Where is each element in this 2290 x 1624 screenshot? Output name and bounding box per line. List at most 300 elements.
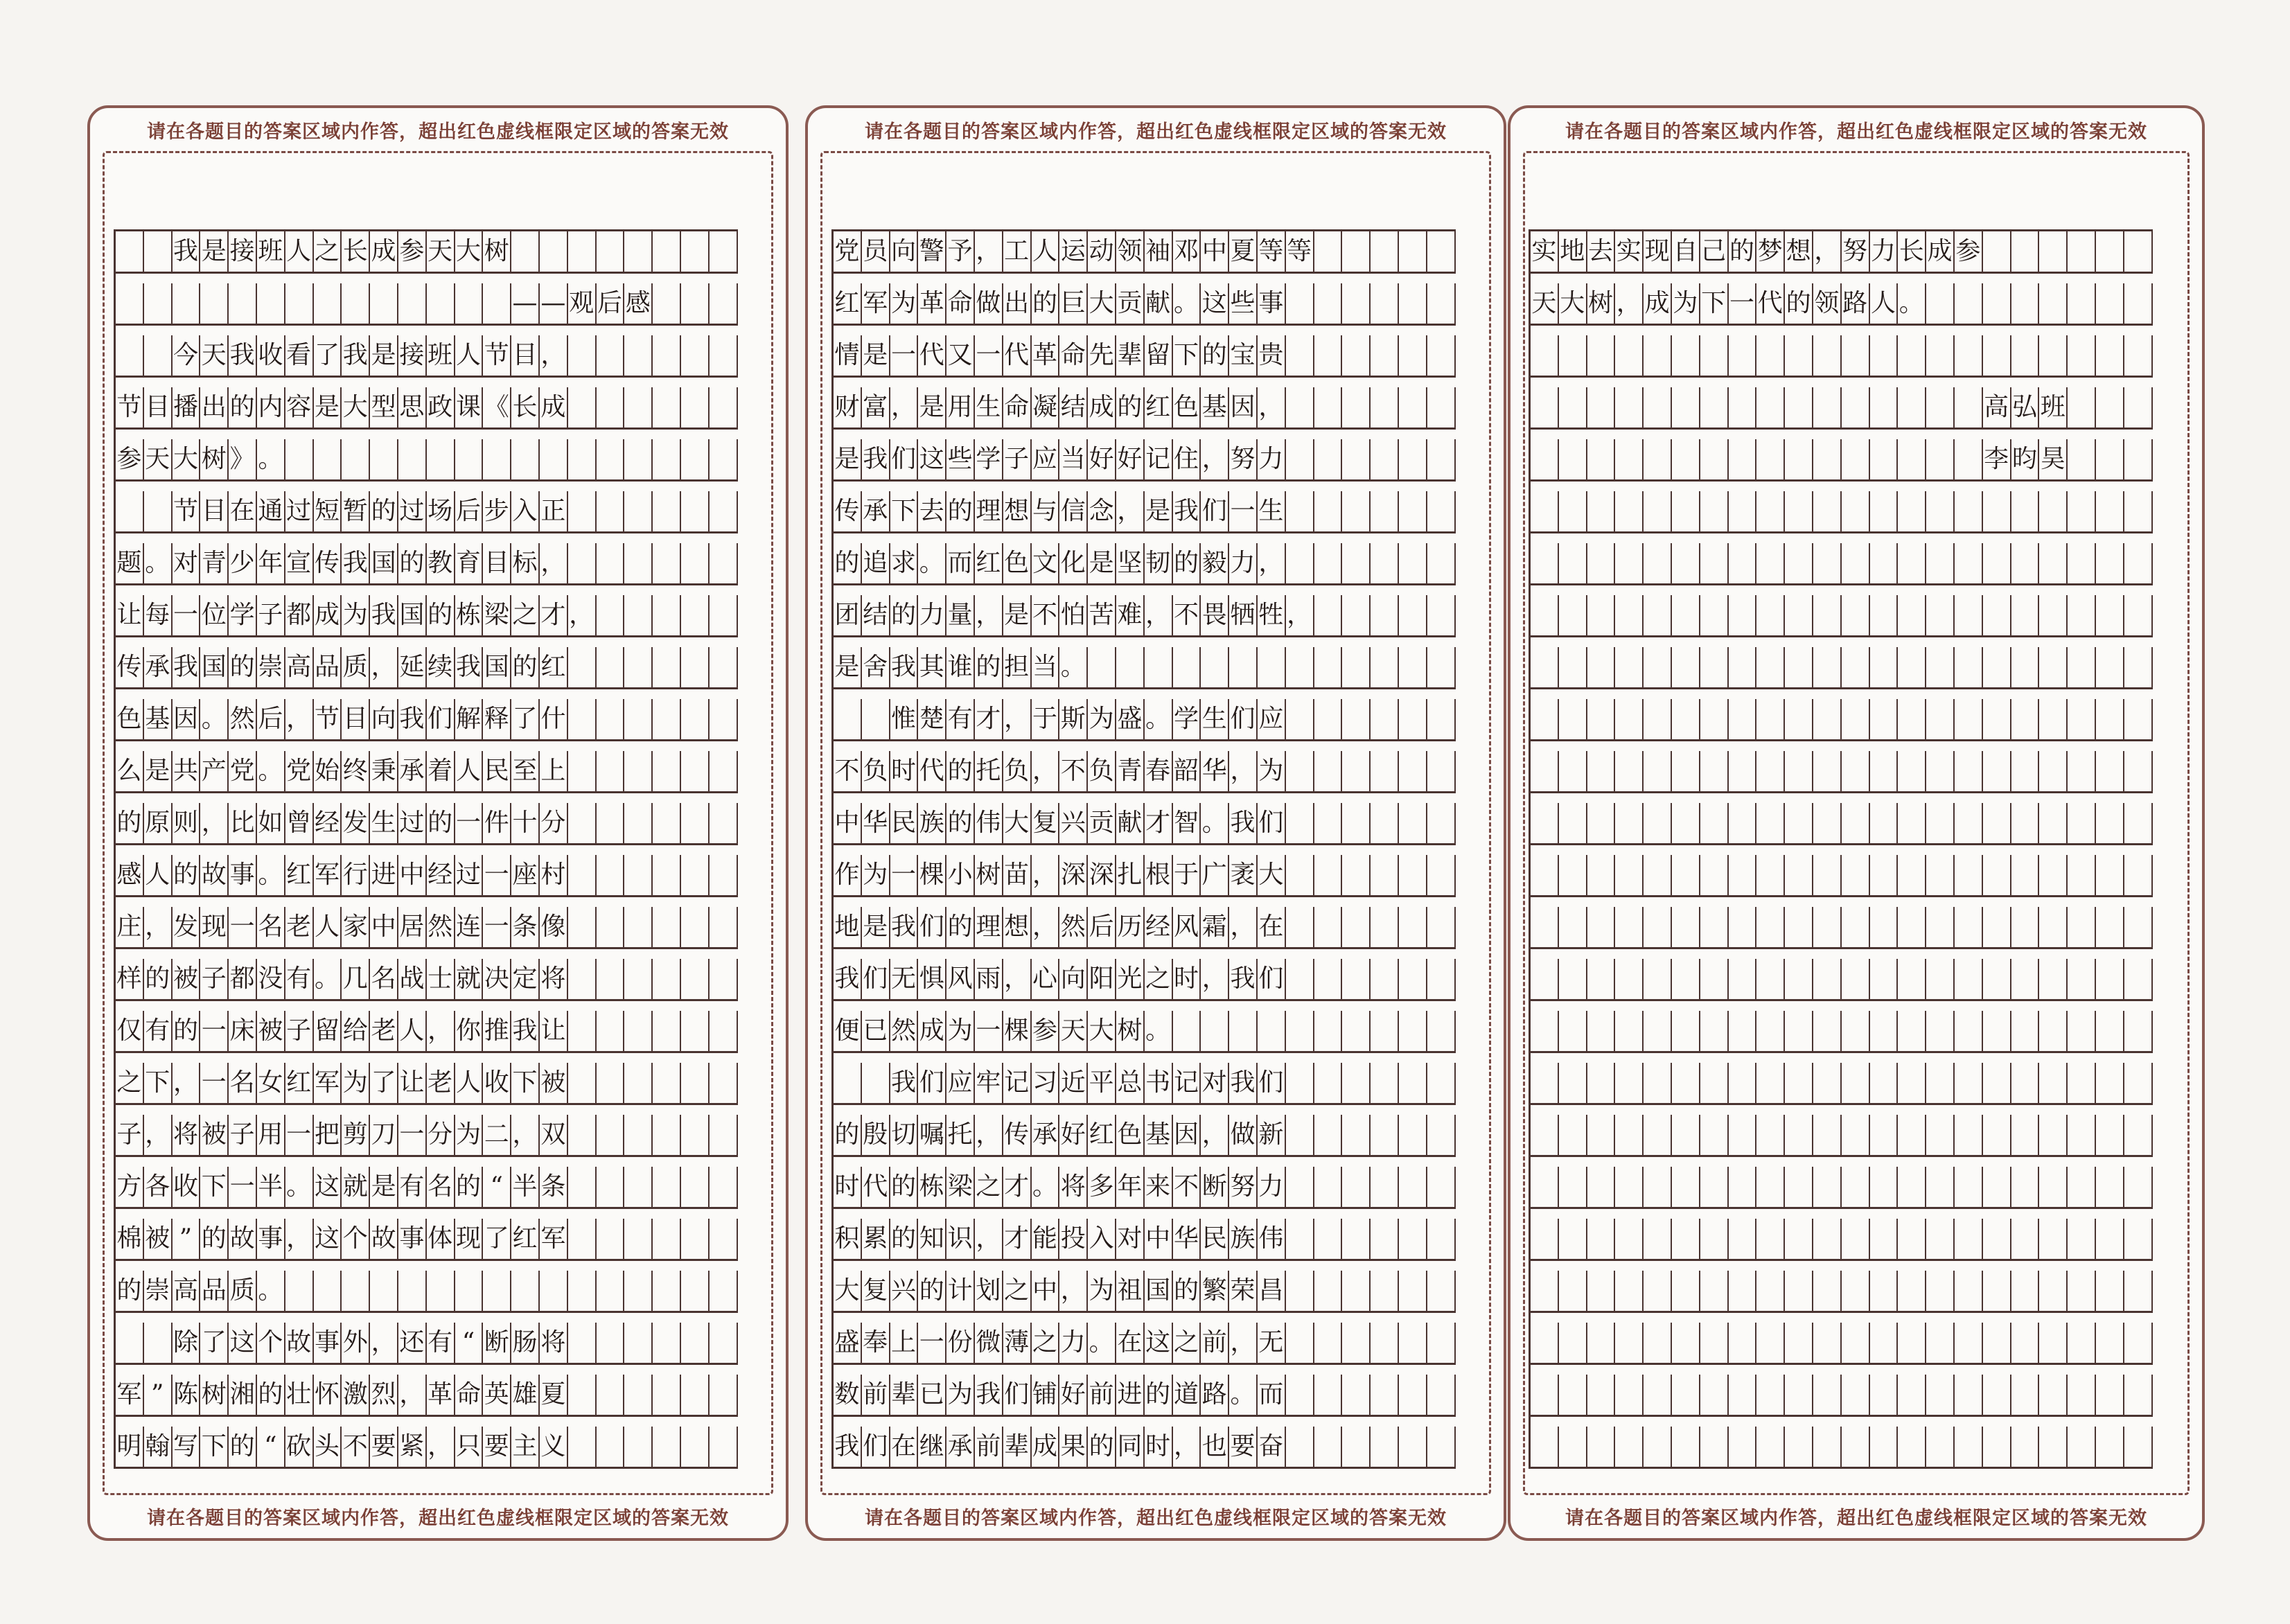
- grid-cell: ，: [568, 595, 597, 635]
- grid-cell: 己: [1700, 231, 1729, 272]
- grid-cell: [2039, 595, 2068, 635]
- grid-cell: [597, 855, 625, 895]
- grid-cell: 其: [918, 647, 946, 687]
- grid-cell: 一: [975, 335, 1003, 376]
- grid-cell: 的: [257, 1375, 285, 1415]
- grid-cell: [1729, 803, 1757, 843]
- grid-cell: 陈: [173, 1375, 201, 1415]
- grid-cell: 发: [173, 907, 201, 947]
- grid-cell: 计: [946, 1271, 975, 1311]
- grid-cell: [455, 1271, 484, 1311]
- grid-cell: [144, 335, 173, 376]
- grid-cell: 一: [200, 1011, 229, 1051]
- grid-cell: 主: [511, 1427, 540, 1467]
- grid-cell: 知: [918, 1219, 946, 1259]
- grid-cell: 一: [173, 595, 201, 635]
- grid-cell: [1926, 699, 1955, 739]
- grid-cell: 之: [511, 595, 540, 635]
- grid-cell: 为: [1258, 751, 1286, 791]
- grid-row: [1531, 439, 2153, 482]
- grid-cell: [1700, 1219, 1729, 1259]
- grid-cell: 族: [918, 803, 946, 843]
- grid-cell: [1813, 1167, 1842, 1207]
- grid-cell: [2068, 387, 2096, 427]
- grid-cell: 雄: [511, 1375, 540, 1415]
- grid-cell: [1955, 1271, 1983, 1311]
- grid-cell: ，: [1116, 491, 1145, 531]
- grid-cell: 中: [398, 855, 427, 895]
- grid-row: [116, 751, 738, 793]
- grid-cell: [1427, 1011, 1456, 1051]
- grid-cell: [1672, 1011, 1700, 1051]
- grid-cell: [2039, 1427, 2068, 1467]
- grid-cell: 下: [200, 1167, 229, 1207]
- grid-cell: [455, 283, 484, 324]
- grid-cell: [1813, 439, 1842, 479]
- grid-cell: [1983, 335, 2011, 376]
- grid-cell: ，: [975, 595, 1003, 635]
- grid-cell: [1559, 1115, 1587, 1155]
- grid-cell: 。: [257, 855, 285, 895]
- grid-cell: 动: [1088, 231, 1116, 272]
- grid-cell: [1729, 855, 1757, 895]
- grid-cell: [1531, 1271, 1559, 1311]
- grid-row: [116, 699, 738, 741]
- grid-cell: [1756, 1427, 1785, 1467]
- grid-cell: [200, 283, 229, 324]
- grid-cell: [1842, 1063, 1870, 1103]
- grid-cell: [2011, 1271, 2040, 1311]
- grid-cell: [1983, 751, 2011, 791]
- grid-cell: 牢: [975, 1063, 1003, 1103]
- grid-cell: 崇: [144, 1271, 173, 1311]
- grid-cell: 收: [173, 1167, 201, 1207]
- grid-cell: 事: [229, 855, 257, 895]
- grid-cell: 革: [918, 283, 946, 324]
- grid-cell: 。: [1032, 1167, 1060, 1207]
- grid-cell: 命: [946, 283, 975, 324]
- grid-cell: 财: [834, 387, 862, 427]
- grid-cell: 村: [540, 855, 568, 895]
- grid-cell: [1729, 1011, 1757, 1051]
- grid-cell: [2011, 1375, 2040, 1415]
- grid-cell: [568, 1219, 597, 1259]
- grid-cell: 们: [918, 1063, 946, 1103]
- grid-cell: [1785, 1271, 1813, 1311]
- grid-cell: [1531, 907, 1559, 947]
- grid-cell: 的: [946, 751, 975, 791]
- grid-cell: [398, 283, 427, 324]
- grid-cell: 才: [975, 699, 1003, 739]
- grid-cell: [2068, 1427, 2096, 1467]
- grid-cell: [1983, 699, 2011, 739]
- grid-cell: 红: [1088, 1115, 1116, 1155]
- grid-cell: 体: [427, 1219, 455, 1259]
- grid-cell: [1644, 1219, 1672, 1259]
- grid-cell: [597, 1167, 625, 1207]
- grid-row: [834, 1063, 1456, 1105]
- grid-cell: 民: [890, 803, 919, 843]
- grid-cell: [1342, 1271, 1371, 1311]
- grid-cell: 学: [229, 595, 257, 635]
- grid-cell: 做: [1229, 1115, 1258, 1155]
- grid-cell: [144, 231, 173, 272]
- grid-cell: [1399, 1011, 1427, 1051]
- grid-cell: 深: [1059, 855, 1088, 895]
- grid-cell: [624, 335, 653, 376]
- grid-cell: 正: [540, 491, 568, 531]
- grid-cell: 道: [1173, 1375, 1201, 1415]
- grid-cell: [1785, 595, 1813, 635]
- grid-cell: [2011, 1427, 2040, 1467]
- grid-cell: [1926, 1115, 1955, 1155]
- grid-cell: [1615, 387, 1644, 427]
- grid-cell: [1314, 1167, 1343, 1207]
- grid-cell: 是: [1088, 543, 1116, 583]
- grid-cell: [1756, 595, 1785, 635]
- grid-cell: [1898, 1427, 1926, 1467]
- grid-cell: 红: [1145, 387, 1173, 427]
- grid-row: [116, 959, 738, 1001]
- grid-cell: 延: [398, 647, 427, 687]
- grid-cell: [2011, 1323, 2040, 1363]
- grid-cell: 树: [483, 231, 511, 272]
- grid-cell: 复: [862, 1271, 890, 1311]
- grid-cell: [1870, 907, 1899, 947]
- grid-cell: [681, 491, 710, 531]
- grid-cell: 的: [1729, 231, 1757, 272]
- grid-cell: 路: [1201, 1375, 1229, 1415]
- grid-cell: 接: [229, 231, 257, 272]
- grid-cell: 多: [1088, 1167, 1116, 1207]
- grid-cell: 老: [285, 907, 314, 947]
- grid-cell: 的: [1088, 1427, 1116, 1467]
- writing-grid: [831, 229, 1456, 1469]
- grid-row: [834, 595, 1456, 637]
- grid-cell: [483, 1271, 511, 1311]
- grid-cell: 棵: [1003, 1011, 1032, 1051]
- grid-cell: 红: [285, 855, 314, 895]
- grid-cell: [1314, 647, 1343, 687]
- grid-cell: 作: [834, 855, 862, 895]
- grid-cell: [653, 1115, 681, 1155]
- grid-cell: [2011, 751, 2040, 791]
- grid-cell: 庄: [116, 907, 144, 947]
- answer-panel-1: [87, 105, 789, 1541]
- grid-cell: [1756, 387, 1785, 427]
- grid-cell: [1559, 1063, 1587, 1103]
- grid-cell: 英: [483, 1375, 511, 1415]
- grid-cell: 是: [834, 439, 862, 479]
- grid-cell: [1898, 803, 1926, 843]
- grid-cell: [1955, 959, 1983, 999]
- grid-cell: [1955, 491, 1983, 531]
- grid-cell: [116, 491, 144, 531]
- grid-cell: 课: [455, 387, 484, 427]
- grid-cell: [568, 855, 597, 895]
- grid-cell: 对: [173, 543, 201, 583]
- grid-cell: 标: [511, 543, 540, 583]
- grid-cell: [568, 439, 597, 479]
- grid-cell: [2096, 491, 2124, 531]
- grid-cell: [511, 1271, 540, 1311]
- grid-cell: 天: [1059, 1011, 1088, 1051]
- grid-cell: [1729, 595, 1757, 635]
- grid-cell: [1898, 387, 1926, 427]
- grid-cell: 收: [483, 1063, 511, 1103]
- grid-cell: [624, 1219, 653, 1259]
- grid-cell: [1870, 543, 1899, 583]
- grid-cell: [2096, 231, 2124, 272]
- grid-cell: [1842, 907, 1870, 947]
- grid-cell: 的: [200, 1219, 229, 1259]
- grid-cell: 方: [116, 1167, 144, 1207]
- grid-cell: [2124, 647, 2153, 687]
- grid-cell: [1870, 1011, 1899, 1051]
- grid-cell: 们: [918, 907, 946, 947]
- grid-cell: 终: [342, 751, 370, 791]
- grid-cell: 今: [173, 335, 201, 376]
- grid-cell: 班: [257, 231, 285, 272]
- grid-cell: [1587, 1011, 1616, 1051]
- grid-cell: [1898, 335, 1926, 376]
- grid-cell: [1286, 751, 1314, 791]
- grid-cell: 我: [342, 335, 370, 376]
- grid-cell: [2096, 1115, 2124, 1155]
- grid-cell: 观: [568, 283, 597, 324]
- grid-cell: [1427, 855, 1456, 895]
- answer-panel-3: [1508, 105, 2205, 1541]
- grid-cell: 成: [1088, 387, 1116, 427]
- grid-cell: [1785, 855, 1813, 895]
- grid-cell: [1672, 855, 1700, 895]
- grid-cell: 原: [144, 803, 173, 843]
- grid-cell: [2124, 1375, 2153, 1415]
- grid-cell: [1314, 855, 1343, 895]
- grid-cell: 阳: [1088, 959, 1116, 999]
- grid-cell: 承: [398, 751, 427, 791]
- grid-cell: [540, 1271, 568, 1311]
- grid-cell: [1342, 699, 1371, 739]
- grid-cell: ，: [1201, 1115, 1229, 1155]
- grid-cell: 这: [1201, 283, 1229, 324]
- grid-cell: [1286, 543, 1314, 583]
- grid-cell: [1399, 491, 1427, 531]
- grid-cell: [1587, 1115, 1616, 1155]
- grid-cell: 苗: [1003, 855, 1032, 895]
- grid-cell: 担: [1003, 647, 1032, 687]
- grid-cell: ，: [1229, 907, 1258, 947]
- grid-cell: [597, 803, 625, 843]
- grid-cell: ，: [1615, 283, 1644, 324]
- grid-cell: 斯: [1059, 699, 1088, 739]
- grid-cell: [1399, 855, 1427, 895]
- grid-cell: 军: [314, 855, 342, 895]
- grid-cell: 继: [918, 1427, 946, 1467]
- grid-cell: [597, 595, 625, 635]
- grid-cell: [681, 1271, 710, 1311]
- grid-row: [116, 1323, 738, 1365]
- grid-cell: [1729, 1427, 1757, 1467]
- grid-cell: [1644, 907, 1672, 947]
- grid-cell: [597, 959, 625, 999]
- grid-row: [834, 959, 1456, 1001]
- grid-cell: [653, 647, 681, 687]
- grid-cell: 树: [200, 1375, 229, 1415]
- grid-cell: [2011, 595, 2040, 635]
- grid-cell: [1587, 855, 1616, 895]
- grid-cell: 记: [1145, 439, 1173, 479]
- grid-cell: 头: [314, 1427, 342, 1467]
- grid-cell: 条: [511, 907, 540, 947]
- grid-cell: 留: [1145, 335, 1173, 376]
- grid-cell: [1955, 803, 1983, 843]
- grid-cell: 的: [370, 491, 398, 531]
- grid-cell: [1587, 1271, 1616, 1311]
- grid-cell: [1842, 491, 1870, 531]
- grid-cell: 一: [890, 335, 919, 376]
- grid-cell: 后: [597, 283, 625, 324]
- grid-cell: [1615, 647, 1644, 687]
- grid-cell: 中: [1201, 231, 1229, 272]
- grid-cell: [2039, 335, 2068, 376]
- grid-cell: [1955, 1011, 1983, 1051]
- grid-cell: 出: [1003, 283, 1032, 324]
- grid-cell: [2011, 231, 2040, 272]
- grid-cell: [568, 1115, 597, 1155]
- grid-cell: 色: [1003, 543, 1032, 583]
- grid-cell: [1926, 1219, 1955, 1259]
- grid-cell: 人: [455, 1063, 484, 1103]
- grid-cell: 些: [1229, 283, 1258, 324]
- grid-cell: [1371, 907, 1399, 947]
- grid-cell: [2096, 803, 2124, 843]
- grid-cell: [1371, 855, 1399, 895]
- grid-cell: [144, 1323, 173, 1363]
- grid-cell: 老: [427, 1063, 455, 1103]
- grid-cell: [1842, 543, 1870, 583]
- grid-cell: [1559, 335, 1587, 376]
- grid-cell: 的: [455, 1167, 484, 1207]
- grid-cell: [1756, 1219, 1785, 1259]
- grid-cell: 已: [862, 1011, 890, 1051]
- grid-cell: [1870, 803, 1899, 843]
- grid-cell: 广: [1201, 855, 1229, 895]
- grid-cell: 累: [862, 1219, 890, 1259]
- grid-cell: 出: [200, 387, 229, 427]
- grid-cell: 代: [862, 1167, 890, 1207]
- grid-cell: [2068, 1219, 2096, 1259]
- grid-cell: [624, 1167, 653, 1207]
- grid-cell: 扎: [1116, 855, 1145, 895]
- grid-cell: 军: [314, 1063, 342, 1103]
- grid-cell: 工: [1003, 231, 1032, 272]
- grid-cell: [1531, 1219, 1559, 1259]
- grid-cell: [1983, 1219, 2011, 1259]
- grid-cell: [624, 1011, 653, 1051]
- grid-cell: [2096, 855, 2124, 895]
- grid-cell: 容: [285, 387, 314, 427]
- grid-cell: 人: [314, 907, 342, 947]
- grid-cell: [1756, 1375, 1785, 1415]
- grid-cell: [1399, 803, 1427, 843]
- grid-cell: 后: [257, 699, 285, 739]
- grid-cell: 的: [116, 803, 144, 843]
- grid-cell: [1983, 1323, 2011, 1363]
- grid-cell: [1983, 231, 2011, 272]
- grid-cell: [1870, 647, 1899, 687]
- grid-cell: 我: [173, 231, 201, 272]
- grid-cell: [1926, 387, 1955, 427]
- grid-row: [1531, 1063, 2153, 1105]
- grid-cell: [1926, 595, 1955, 635]
- grid-cell: [1898, 907, 1926, 947]
- grid-cell: 入: [511, 491, 540, 531]
- grid-cell: 故: [229, 1219, 257, 1259]
- grid-row: [1531, 335, 2153, 378]
- grid-cell: 宣: [285, 543, 314, 583]
- grid-cell: 领: [1116, 231, 1145, 272]
- grid-cell: 留: [314, 1011, 342, 1051]
- grid-cell: 的: [229, 1427, 257, 1467]
- grid-cell: [1926, 1375, 1955, 1415]
- grid-cell: [1955, 283, 1983, 324]
- grid-cell: 对: [1201, 1063, 1229, 1103]
- grid-cell: [1342, 1219, 1371, 1259]
- grid-cell: 什: [540, 699, 568, 739]
- grid-cell: [1342, 855, 1371, 895]
- grid-cell: [1756, 1063, 1785, 1103]
- grid-cell: [1729, 1323, 1757, 1363]
- grid-cell: [2124, 907, 2153, 947]
- grid-cell: [834, 699, 862, 739]
- grid-row: [834, 699, 1456, 741]
- grid-cell: 长: [342, 231, 370, 272]
- grid-cell: 床: [229, 1011, 257, 1051]
- grid-cell: 解: [455, 699, 484, 739]
- grid-cell: [1559, 647, 1587, 687]
- grid-cell: [1842, 1167, 1870, 1207]
- grid-cell: [1201, 1011, 1229, 1051]
- grid-cell: 目: [511, 335, 540, 376]
- grid-cell: [2096, 1063, 2124, 1103]
- grid-cell: [2096, 335, 2124, 376]
- grid-cell: [1729, 335, 1757, 376]
- grid-cell: 座: [511, 855, 540, 895]
- grid-cell: [2096, 439, 2124, 479]
- grid-cell: [427, 439, 455, 479]
- grid-cell: 位: [200, 595, 229, 635]
- grid-cell: 革: [427, 1375, 455, 1415]
- grid-cell: [1870, 387, 1899, 427]
- grid-cell: [1286, 439, 1314, 479]
- grid-cell: [568, 1167, 597, 1207]
- grid-cell: 就: [455, 959, 484, 999]
- grid-cell: [681, 959, 710, 999]
- grid-cell: [1286, 855, 1314, 895]
- grid-cell: 于: [1032, 699, 1060, 739]
- grid-cell: [1813, 595, 1842, 635]
- grid-cell: [1955, 855, 1983, 895]
- grid-cell: [2096, 959, 2124, 999]
- grid-cell: [710, 959, 738, 999]
- grid-cell: 色: [116, 699, 144, 739]
- grid-row: [116, 387, 738, 430]
- grid-cell: 奋: [1258, 1427, 1286, 1467]
- grid-cell: [1842, 1323, 1870, 1363]
- grid-cell: 人: [144, 855, 173, 895]
- grid-cell: [1587, 647, 1616, 687]
